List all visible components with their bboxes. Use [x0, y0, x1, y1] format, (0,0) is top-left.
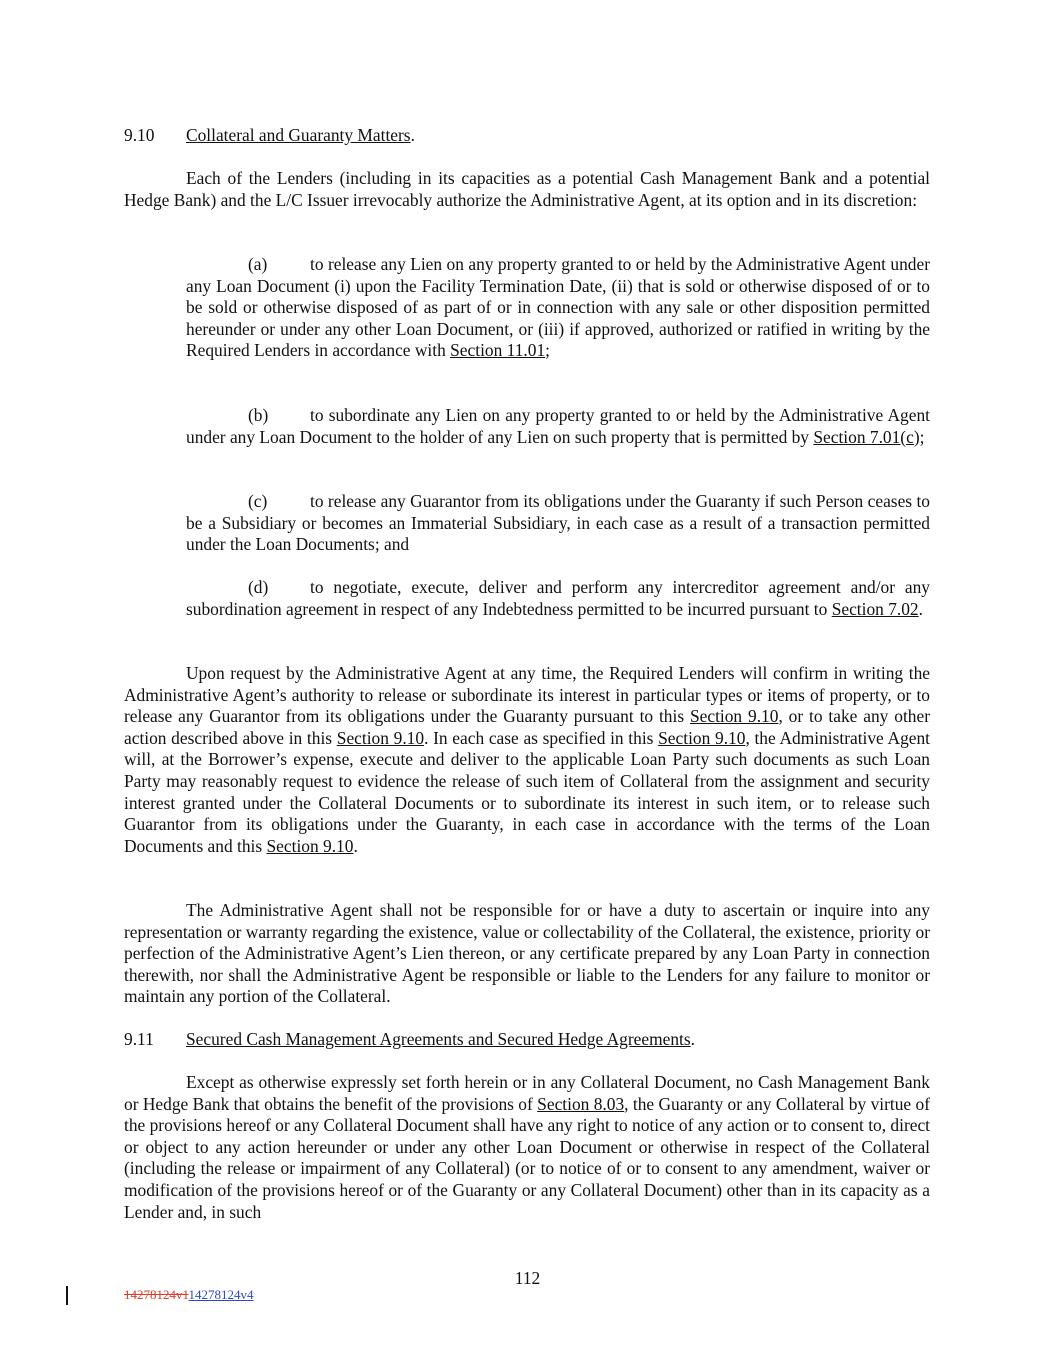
- paragraph-text: . In each case as specified in this: [424, 727, 654, 748]
- paragraph-text: , the Guaranty or any Collateral by virtue of the provisions hereof or any Collateral Document shall have any right to notice of any action or to consent to, direct or object to any action hereunder or under any other Loan Document or otherwise in respect of the Collateral (including the release or impairment of any Collateral) (or to notice of or to consent to any amendment, waiver or modification of the provisions hereof or of the Guaranty or any Collateral Document) other than in its capacity as a Lender and, in such: [124, 1093, 931, 1222]
- document-id: [124, 1287, 254, 1303]
- docid-deleted: 14278124v1: [124, 1287, 189, 1302]
- paragraph-text: Upon request by the Administrative Agent at any time, the Required Lenders will confirm in writing the Administrative Agent’s authority to release or subordinate its interest in particular types or items of property, or to release any Guarantor from its obligations under the Guaranty pursuant to this: [124, 663, 930, 727]
- list-item-d: [186, 577, 930, 620]
- upon-request-paragraph: [124, 663, 930, 857]
- section-title: Secured Cash Management Agreements and Secured Hedge Agreements: [186, 1029, 691, 1049]
- list-item-b: [186, 405, 930, 448]
- cross-reference[interactable]: Section 9.10: [266, 835, 354, 856]
- cross-reference[interactable]: Section 7.01(c): [813, 426, 920, 447]
- section-9-10-heading: [124, 125, 930, 147]
- cross-reference[interactable]: Section 9.10: [689, 706, 779, 727]
- title-punct: .: [410, 125, 415, 145]
- item-label: (c): [248, 491, 268, 511]
- intro-text: Each of the Lenders (including in its capacities as a potential Cash Management Bank and a potential Hedge Bank) and the L/C Issuer irrevocably authorize the Administrative Agent, at its option and in its discretion:: [124, 168, 930, 210]
- item-punct: ;: [919, 426, 925, 447]
- paragraph-text: .: [353, 835, 358, 856]
- paragraph-text: , the Administrative Agent will, at the Borrower’s expense, execute and deliver to the applicable Loan Party such documents as such Loan Party may reasonably request to evidence the release of such item of Collateral from the assignment and security interest granted under the Collateral Documents or to subordinate its interest in such item, or to release such Guarantor from its obligations under the Guaranty, in each case in accordance with the terms of the Loan Documents and this: [124, 727, 931, 856]
- page-number: 112: [514, 1268, 541, 1288]
- section-9-11-paragraph: [124, 1072, 930, 1223]
- paragraph-text: Except as otherwise expressly set forth herein or in any Collateral Document, no Cash Management Bank or Hedge Bank that obtains the benefit of the provisions of: [124, 1072, 930, 1114]
- paragraph-text: , or to take any other action described above in this: [124, 706, 930, 748]
- revision-change-bar: [66, 1286, 68, 1305]
- item-text: to subordinate any Lien on any property granted to or held by the Administrative Agent under any Loan Document to the holder of any Lien on such property that is permitted by: [186, 405, 930, 447]
- cross-reference[interactable]: Section 8.03: [537, 1093, 625, 1114]
- item-punct: ;: [545, 340, 550, 361]
- intro-paragraph: [124, 168, 930, 211]
- cross-reference[interactable]: Section 7.02: [831, 598, 919, 619]
- section-number: 9.11: [124, 1029, 154, 1049]
- list-item-a: [186, 254, 930, 362]
- item-text: to release any Guarantor from its obligations under the Guaranty if such Person ceases to be a Subsidiary or becomes an Immaterial Subsidiary, in each case as a result of a transaction permitted under the Loan Documents; and: [186, 491, 930, 555]
- section-number: 9.10: [124, 125, 155, 145]
- docid-inserted: 14278124v4: [188, 1287, 254, 1302]
- agent-responsibility-paragraph: [124, 900, 930, 1008]
- title-punct: .: [690, 1029, 696, 1049]
- cross-reference[interactable]: Section 9.10: [336, 727, 425, 748]
- cross-reference[interactable]: Section 9.10: [658, 727, 746, 748]
- cross-reference[interactable]: Section 11.01: [450, 340, 546, 361]
- item-text: to release any Lien on any property granted to or held by the Administrative Agent under any Loan Document (i) upon the Facility Termination Date, (ii) that is sold or otherwise disposed of or to be sold or otherwise disposed of as part of or in connection with any sale or other disposition permitted hereunder or under any other Loan Document, or (iii) if approved, authorized or ratified in writing by the Required Lenders in accordance with: [186, 254, 930, 361]
- item-label: (a): [248, 254, 268, 274]
- item-label: (d): [248, 577, 269, 597]
- item-text: to negotiate, execute, deliver and perform any intercreditor agreement and/or any subordination agreement in respect of any Indebtedness permitted to be incurred pursuant to: [186, 577, 930, 619]
- item-punct: .: [918, 598, 923, 619]
- section-9-11-heading: [124, 1029, 930, 1051]
- paragraph-text: The Administrative Agent shall not be responsible for or have a duty to ascertain or inquire into any representation or warranty regarding the existence, value or collectability of the Collateral, the existence, priority or perfection of the Administrative Agent’s Lien thereon, or any certificate prepared by any Loan Party in connection therewith, nor shall the Administrative Agent be responsible or liable to the Lenders for any failure to monitor or maintain any portion of the Collateral.: [124, 900, 930, 1007]
- item-label: (b): [248, 405, 269, 425]
- list-item-c: [186, 491, 930, 556]
- section-title: Collateral and Guaranty Matters: [186, 125, 411, 145]
